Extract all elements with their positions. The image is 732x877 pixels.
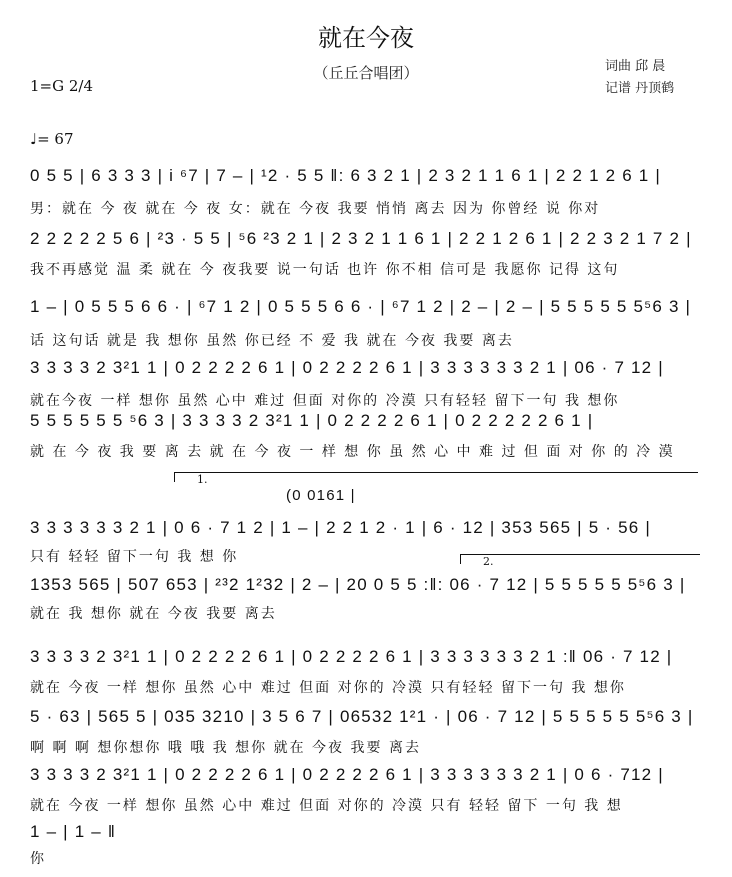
key-time-signature: 1=G 2/4 [30, 77, 94, 95]
first-ending-bracket [174, 472, 698, 486]
lyric-line-3: 话 这句话 就是 我 想你 虽然 你已经 不 爱 我 就在 今夜 我要 离去 [30, 333, 514, 349]
notation-line-11: 1 – | 1 – ‖ [30, 822, 117, 841]
lyric-line-11: 你 [30, 851, 46, 867]
lyric-line-2: 我不再感觉 温 柔 就在 今 夜我要 说一句话 也许 你不相 信可是 我愿你 记得 这句 [30, 262, 620, 278]
transcriber: 记谱 丹顶鹤 [605, 81, 675, 96]
notation-line-10: 3 3 3 3 2 3²1 1 | 0 2 2 2 2 6 1 | 0 2 2 2 2 6 1 | 3 3 3 3 3 3 2 1 | 0 6 · 712 | [30, 765, 664, 784]
lyric-line-5: 就 在 今 夜 我 要 离 去 就 在 今 夜 一 样 想 你 虽 然 心 中 难 过 但 面 对 你 的 冷 漠 [30, 444, 675, 460]
first-ending-label: 1. [197, 473, 208, 486]
notation-line-6: 3 3 3 3 3 3 2 1 | 0 6 · 7 1 2 | 1 – | 2 2 1 2 · 1 | 6 · 12 | 353 565 | 5 · 56 | [30, 518, 651, 537]
tempo-marking: ♩= 67 [30, 130, 74, 148]
notation-line-1: 0 5 5 | 6 3 3 3 | i ⁶7 | 7 – | ¹2 · 5 5 ‖: 6 3 2 1 | 2 3 2 1 1 6 1 | 2 2 1 2 6 1 | [30, 166, 661, 185]
credits [605, 56, 674, 100]
lyric-line-7: 就在 我 想你 就在 今夜 我要 离去 [30, 606, 277, 622]
song-title: 就在今夜 [318, 24, 414, 52]
lyric-line-4: 就在今夜 一样 想你 虽然 心中 难过 但面 对你的 冷漠 只有轻轻 留下一句 我 想你 [30, 393, 620, 409]
notation-line-8: 3 3 3 3 2 3²1 1 | 0 2 2 2 2 6 1 | 0 2 2 2 2 6 1 | 3 3 3 3 3 3 2 1 :‖ 06 · 7 12 | [30, 647, 673, 666]
second-ending-bracket [460, 554, 700, 568]
lyric-line-1: 男：就在 今 夜 就在 今 夜 女：就在 今夜 我要 悄悄 离去 因为 你曾经 说 你对 [30, 201, 601, 217]
lyric-line-10: 就在 今夜 一样 想你 虽然 心中 难过 但面 对你的 冷漠 只有 轻轻 留下 一句 我 想 [30, 798, 623, 814]
lyric-line-8: 就在 今夜 一样 想你 虽然 心中 难过 但面 对你的 冷漠 只有轻轻 留下一句 我 想你 [30, 680, 626, 696]
notation-line-9: 5 · 63 | 565 5 | 035 3210 | 3 5 6 7 | 06532 1²1 · | 06 · 7 12 | 5 5 5 5 5 5⁵6 3 | [30, 707, 694, 726]
interlude-intro: (0 0161 | [286, 487, 356, 504]
lyric-line-9: 啊 啊 啊 想你想你 哦 哦 我 想你 就在 今夜 我要 离去 [30, 740, 421, 756]
notation-line-3: 1 – | 0 5 5 5 6 6 · | ⁶7 1 2 | 0 5 5 5 6 6 · | ⁶7 1 2 | 2 – | 2 – | 5 5 5 5 5 5⁵6 3 | [30, 297, 692, 316]
second-ending-label: 2. [483, 555, 494, 568]
notation-line-5: 5 5 5 5 5 5 ⁵6 3 | 3 3 3 3 2 3²1 1 | 0 2 2 2 2 6 1 | 0 2 2 2 2 2 6 1 | [30, 411, 594, 430]
notation-line-7: 1353 565 | 507 653 | ²³2 1²32 | 2 – | 20 0 5 5 :‖: 06 · 7 12 | 5 5 5 5 5 5⁵6 3 | [30, 575, 686, 594]
lyricist-composer: 词曲 邱 晨 [605, 59, 666, 74]
notation-line-4: 3 3 3 3 2 3²1 1 | 0 2 2 2 2 6 1 | 0 2 2 2 2 6 1 | 3 3 3 3 3 3 2 1 | 06 · 7 12 | [30, 358, 664, 377]
notation-line-2: 2 2 2 2 2 5 6 | ²3 · 5 5 | ⁵6 ²3 2 1 | 2 3 2 1 1 6 1 | 2 2 1 2 6 1 | 2 2 3 2 1 7 2 | [30, 229, 692, 248]
performer: （丘丘合唱团） [313, 64, 419, 82]
lyric-line-6: 只有 轻轻 留下一句 我 想 你 [30, 549, 239, 565]
